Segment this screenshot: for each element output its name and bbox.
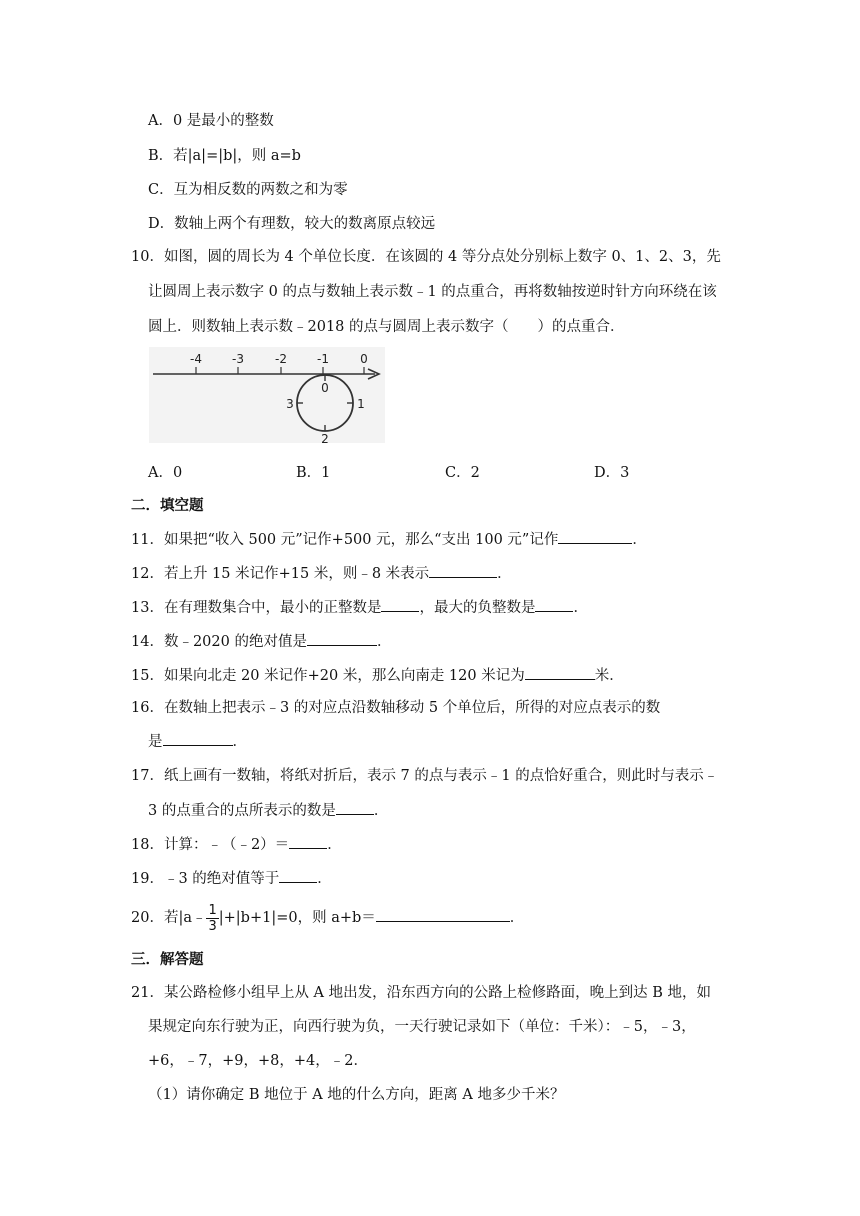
axis-label-0: 0	[360, 352, 368, 366]
q16-blank	[163, 731, 233, 746]
q18-text: 18．计算：﹣（﹣2）＝	[131, 837, 290, 853]
axis-label-neg4: -4	[190, 352, 202, 366]
q10-line1: 10．如图，圆的周长为 4 个单位长度．在该圆的 4 等分点处分别标上数字 0、1、2、3，先	[131, 249, 721, 265]
q17-period: ．	[373, 803, 389, 819]
q9-option-a: A．0 是最小的整数	[148, 113, 274, 129]
q13-text-b: ，最大的负整数是	[419, 600, 536, 616]
q20-suffix: |+|b+1|=0，则 a+b＝	[218, 910, 376, 926]
q16-line1: 16．在数轴上把表示﹣3 的对应点沿数轴移动 5 个单位后，所得的对应点表示的数	[131, 700, 661, 716]
q14-period: ．	[376, 634, 392, 650]
q20-fraction	[206, 903, 218, 934]
q11-text: 11．如果把“收入 500 元”记作+500 元，那么“支出 100 元”记作	[131, 532, 559, 548]
q10-choice-d: D．3	[594, 465, 630, 481]
q15	[131, 665, 624, 686]
q10-line3: 圆上．则数轴上表示数﹣2018 的点与圆周上表示数字（ ）的点重合．	[148, 319, 625, 335]
q10-choice-a: A．0	[148, 465, 183, 481]
q10-choice-b: B．1	[296, 465, 331, 481]
q20-prefix: 20．若|a﹣	[131, 910, 207, 926]
q21-line2: 果规定向东行驶为正，向西行驶为负，一天行驶记录如下（单位：千米）：﹣5，﹣3，	[148, 1019, 696, 1035]
q15-text-a: 15．如果向北走 20 米记作+20 米，那么向南走 120 米记为	[131, 668, 525, 684]
q13-period: ．	[573, 600, 588, 616]
q17-text-b: 3 的点重合的点所表示的数是	[148, 803, 336, 819]
q18	[131, 834, 342, 855]
q19-period: ．	[317, 871, 332, 887]
circle-label-3: 3	[286, 397, 294, 411]
q21-line3: +6，﹣7，+9，+8，+4，﹣2．	[148, 1053, 368, 1069]
q20-fraction-denominator: 3	[208, 918, 217, 934]
q12-text: 12．若上升 15 米记作+15 米，则﹣8 米表示	[131, 566, 430, 582]
q10-choice-c: C．2	[445, 465, 480, 481]
q13-text-a: 13．在有理数集合中，最小的正整数是	[131, 600, 382, 616]
q12-blank	[429, 563, 497, 578]
q9-option-b: B．若|a|=|b|，则 a=b	[148, 148, 301, 164]
circle-label-1: 1	[357, 397, 365, 411]
axis-label-neg1: -1	[317, 352, 329, 366]
q15-blank	[525, 665, 595, 680]
circle-label-0: 0	[321, 381, 329, 395]
q18-blank	[289, 834, 327, 849]
q14-text: 14．数﹣2020 的绝对值是	[131, 634, 307, 650]
axis-label-neg3: -3	[232, 352, 244, 366]
q16-period: ．	[232, 734, 247, 750]
q14-blank	[307, 631, 377, 646]
q13	[131, 597, 588, 618]
q17-line1: 17．纸上画有一数轴，将纸对折后，表示 7 的点与表示﹣1 的点恰好重合，则此时与表示﹣	[131, 768, 719, 784]
q17-line2	[148, 800, 388, 821]
q20-period: ．	[509, 910, 525, 926]
q11-period: ．	[632, 532, 647, 548]
q13-blank-2	[535, 597, 573, 612]
figure-svg	[149, 347, 385, 443]
axis-label-neg2: -2	[275, 352, 287, 366]
q12-period: ．	[497, 566, 512, 582]
q21-sub1: （1）请你确定 B 地位于 A 地的什么方向，距离 A 地多少千米？	[148, 1087, 565, 1103]
q19-text: 19．﹣3 的绝对值等于	[131, 871, 280, 887]
q19-blank	[279, 868, 317, 883]
q18-period: ．	[327, 837, 342, 853]
q10-line2: 让圆周上表示数字 0 的点与数轴上表示数﹣1 的点重合，再将数轴按逆时针方向环绕在该	[148, 284, 717, 300]
q9-option-d: D．数轴上两个有理数，较大的数离原点较远	[148, 216, 436, 232]
q14	[131, 631, 391, 652]
q13-blank-1	[381, 597, 419, 612]
q17-blank	[336, 800, 374, 815]
q20-fraction-numerator: 1	[208, 902, 217, 918]
number-line-circle-figure	[149, 347, 385, 443]
section-fill-in-title: 二．填空题	[131, 497, 204, 514]
q12	[131, 563, 512, 584]
q19	[131, 868, 332, 889]
q16-line2	[148, 731, 247, 752]
q11	[131, 529, 647, 550]
circle-label-2: 2	[321, 432, 329, 443]
q21-line1: 21．某公路检修小组早上从 A 地出发，沿东西方向的公路上检修路面，晚上到达 B 地，如	[131, 985, 712, 1001]
q11-blank	[558, 529, 632, 544]
q9-option-c: C．互为相反数的两数之和为零	[148, 182, 348, 198]
q16-text-b: 是	[148, 734, 163, 750]
section-answer-title: 三．解答题	[131, 951, 204, 968]
q15-text-b: 米．	[594, 668, 624, 684]
q20	[131, 902, 524, 934]
q20-blank	[376, 907, 510, 922]
